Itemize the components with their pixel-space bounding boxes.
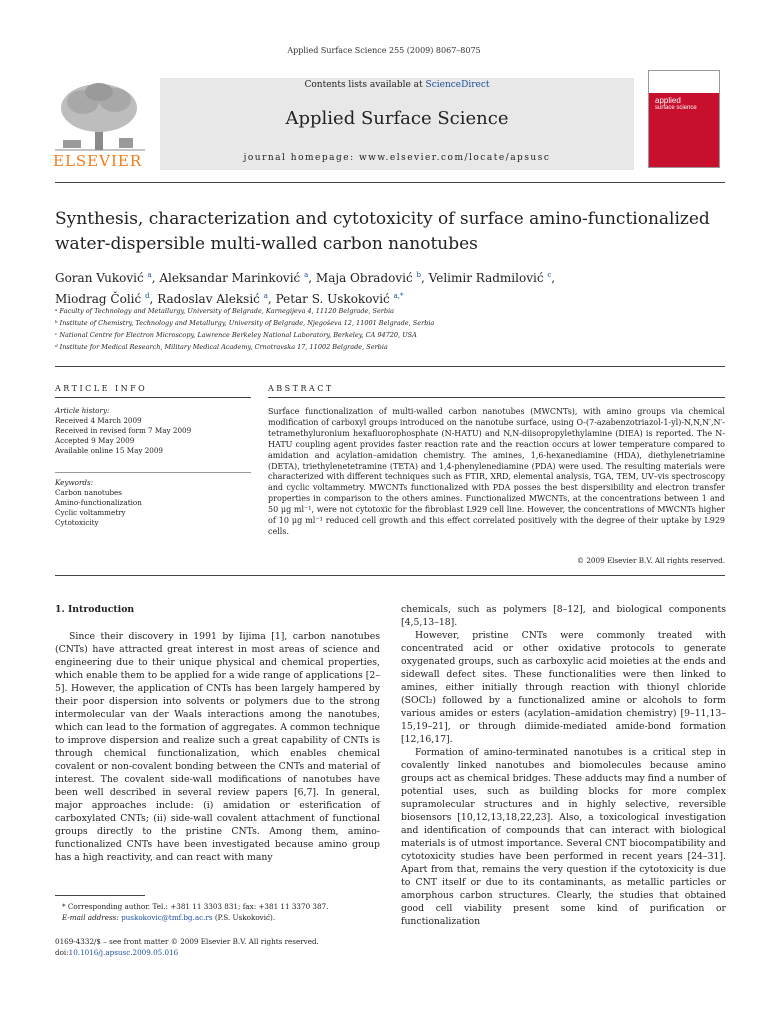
affiliation: ᵈ Institute for Medical Research, Military Medical Academy, Crnotravska 17, 11002 Belgrade, Serbia [55,343,388,351]
article-title: Synthesis, characterization and cytotoxicity of surface amino-functionalized water-dispersible multi-walled carbon nanotubes [55,209,710,254]
intro-paragraph-right: chemicals, such as polymers [8–12], and biological components [4,5,13–18]. However, pristine CNTs were commonly treated with concentrated acid or other oxidative protocols to generate oxygenated groups, such as carboxylic acid moieties at the ends and sidewall defect sites. These functionalities were then linked to amines, either initially through reaction with thionyl chloride (SOCl₂) followed by a functionalized amine or alcohols to form various amides or esters (acylation–amidation chemistry) [9–11,13–15,19–21], or through diimide-mediated amide-bond formation [12,16,17]. Formation of amino-terminated nanotubes is a critical step in covalently linked nanotubes and biomolecules because amino groups act as chemical bridges. These adducts may find a number of potential uses, such as building blocks for more complex supramolecular structures and in highly selective, reversible biosensors [10,12,13,18,22,23]. Also, a toxicological investigation and identification of compounds that can interact with biological materials is of utmost importance. Several CNT biocompatibility and cytotoxicity studies have been performed in recent years [24–31]. Apart from that, remains the very question if the cytotoxicity is due to CNT itself or due to its contaminants, as metallic particles or amorphous carbon structures. Clearly, the studies that obtained good cell viability present some kind of purification or functionalization [401,604,726,927]
abstract-divider [55,575,725,576]
keywords: Keywords: Carbon nanotubes Amino-functionalization Cyclic voltammetry Cytotoxicity [55,478,251,528]
sciencedirect-link[interactable]: ScienceDirect [425,80,490,90]
keyword: Cytotoxicity [55,518,99,527]
section-heading-introduction: 1. Introduction [55,604,135,615]
journal-title: Applied Surface Science [285,108,509,129]
affiliation: ᶜ National Centre for Electron Microscopy, Lawrence Berkeley National Laboratory, Berkeley, CA 94720, USA [55,331,417,339]
doi-link[interactable]: 10.1016/j.apsusc.2009.05.016 [68,948,179,957]
keyword: Cyclic voltammetry [55,508,126,517]
cover-title-2: surface science [655,105,697,111]
keyword: Amino-functionalization [55,498,142,507]
footnote-rule [55,895,145,896]
affiliation-divider [55,366,725,367]
journal-cover [648,70,720,168]
article-history: Article history: Received 4 March 2009 Received in revised form 7 May 2009 Accepted 9 May 2009 Available online 15 May 2009 [55,406,192,455]
author-name[interactable]: Petar S. Uskoković [275,292,390,306]
publication-info: 0169-4332/$ – see front matter © 2009 Elsevier B.V. All rights reserved. doi:10.1016/j.apsusc.2009.05.016 [55,936,385,958]
journal-homepage[interactable]: journal homepage: www.elsevier.com/locate/apsusc [243,153,551,163]
article-info-rule [55,397,251,398]
author-name[interactable]: Miodrag Čolić [55,292,142,306]
author-name[interactable]: Maja Obradović [315,271,413,285]
keyword: Carbon nanotubes [55,488,122,497]
intro-paragraph-left: Since their discovery in 1991 by Iijima [1], carbon nanotubes (CNTs) have attracted great interest in most areas of science and engineering due to their unique physical and chemical properties, which enable them to be applied for a wide range of applications [2–5]. However, the application of CNTs has been largely hampered by their poor dispersion into solvents or polymers due to the strong intermolecular van der Waals interactions among the nanotubes, which can lead to the formation of aggregates. A common technique to improve dispersion and realize such a great capability of CNTs is through chemical functionalization, which enables chemical covalent or non-covalent bonding between the CNTs and material of interest. The covalent side-wall modifications of nanotubes have been well described in several review papers [6,7]. In general, major approaches include: (i) amidation or esterification of carboxylated CNTs; (ii) side-wall covalent attachment of functional groups directly to the pristine CNTs. Among them, amino-functionalized CNTs have been investigated because amino group has a high reactivity, and can react with many [55,631,380,863]
author-name[interactable]: Aleksandar Marinković [159,271,301,285]
contents-line: Contents lists available at ScienceDirect [304,80,490,90]
footnote: * Corresponding author. Tel.: +381 11 3303 831; fax: +381 11 3370 387. E-mail address: puskokovic@tmf.bg.ac.rs (P.S. Uskoković). [62,901,382,923]
corresponding-author: * Corresponding author. Tel.: +381 11 3303 831; fax: +381 11 3370 387. [62,902,329,911]
author-list: Goran Vuković $^a$, Aleksandar Marinković $^a$, Maja Obradović $^b$, Velimir Radmilović $^c$, Miodrag Čolić $^d$, Radoslav Aleksić $^a$, Petar S. Uskoković $^{a,*}$ [55,271,556,306]
publisher-name: ELSEVIER [53,152,143,170]
affiliation: ᵃ Faculty of Technology and Metallurgy, University of Belgrade, Karnegijeva 4, 11120 Belgrade, Serbia [55,307,395,315]
abstract-rule [268,397,725,398]
abstract-copyright: © 2009 Elsevier B.V. All rights reserved. [576,556,725,565]
elsevier-logo [45,78,155,170]
header-divider [55,182,725,183]
email-link[interactable]: puskokovic@tmf.bg.ac.rs [121,913,213,922]
affiliation: ᵇ Institute of Chemistry, Technology and Metallurgy, University of Belgrade, Njegoševa 12, 11001 Belgrade, Serbia [55,319,435,327]
author-name[interactable]: Radoslav Aleksić [157,292,260,306]
abstract-heading: ABSTRACT [268,384,334,393]
article-info-heading: ARTICLE INFO [55,384,148,393]
issn-line: 0169-4332/$ – see front matter © 2009 Elsevier B.V. All rights reserved. [55,937,319,946]
cover-title-1: applied [655,96,681,105]
author-name[interactable]: Goran Vuković [55,271,144,285]
author-name[interactable]: Velimir Radmilović [428,271,544,285]
abstract-text: Surface functionalization of multi-walled carbon nanotubes (MWCNTs), with amino groups via chemical modification of carboxyl groups introduced on the nanotube surface, using O-(7-azabenzotriazol-1-yl)-N,N,N′,N′-tetramethyluronium hexafluorophosphate (N-HATU) and N,N-diisopropylethylamine (DIEA) is reported. The N-HATU coupling agent provides faster reaction rate and the reaction occurs at lower temperature compared to amidation and acylation–amidation chemistry. The amines, 1,6-hexanediamine (HDA), diethylenetriamine (DETA), triethylenetetramine (TETA) and 1,4-phenylenediamine (PDA) were used. The resulting materials were characterized with different techniques such as FTIR, XRD, elemental analysis, TGA, TEM, UV–vis spectroscopy and cyclic voltammetry. MWCNTs functionalized with PDA posses the best dispersibility and electron transfer properties in comparison to the others amines. Functionalized MWCNTs, at the concentrations between 1 and 50 μg ml⁻¹, were not cytotoxic for the fibroblast L929 cell line. However, the concentrations of MWCNTs higher of 10 μg ml⁻¹ reduced cell growth and this effect correlated positively with the degree of their uptake by L929 cells. [268,407,725,536]
journal-citation: Applied Surface Science 255 (2009) 8067–8075 [287,46,481,55]
keywords-rule [55,472,251,473]
